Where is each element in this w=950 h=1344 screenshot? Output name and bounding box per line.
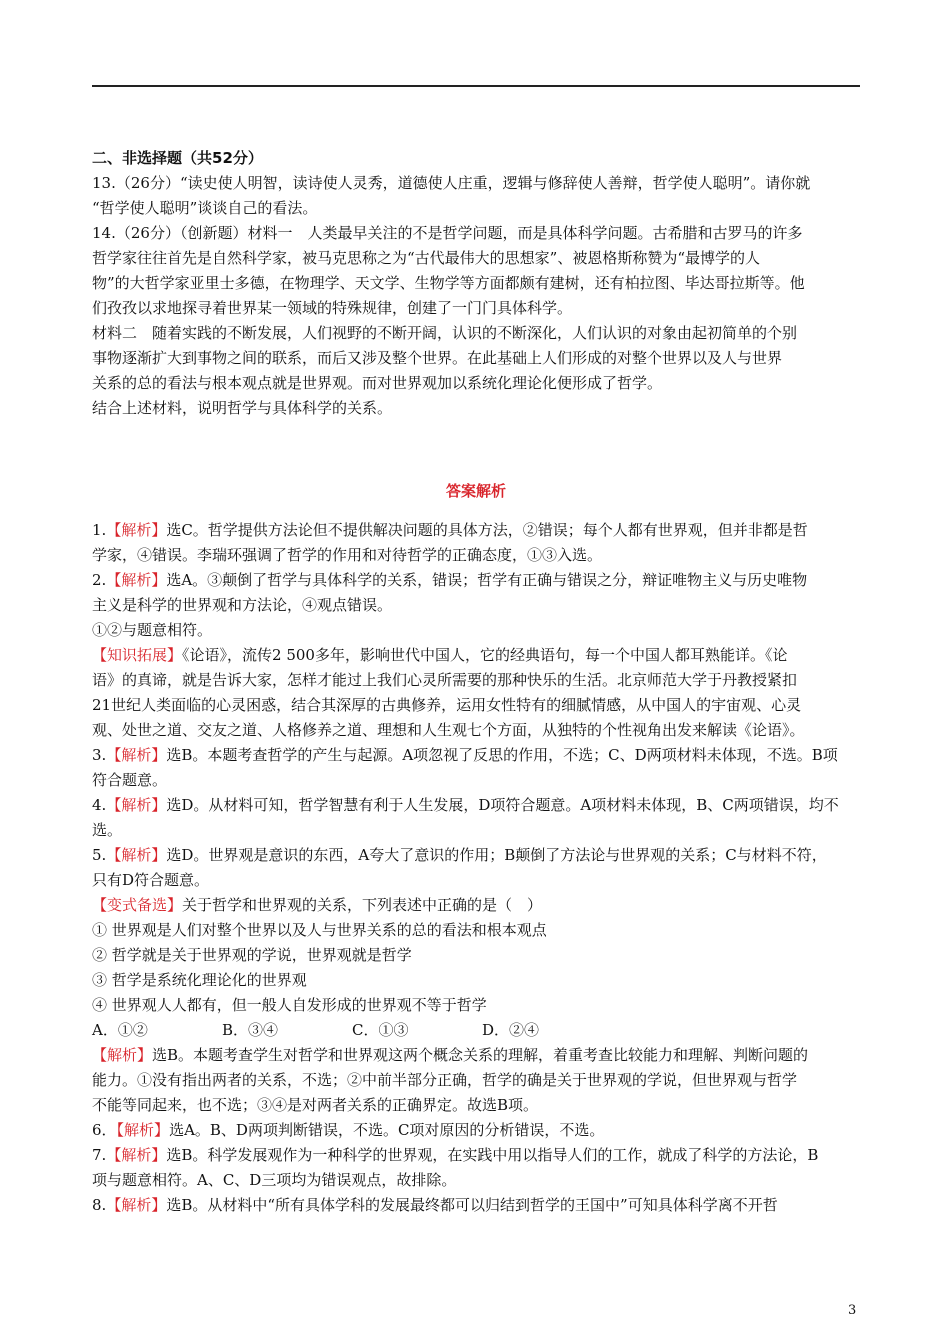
q14-prompt: 结合上述材料，说明哲学与具体科学的关系。 xyxy=(92,399,393,417)
analysis-tag: 【解析】 xyxy=(106,1196,167,1214)
page-content xyxy=(92,146,860,1218)
answer-6: 6．【解析】选A。B、D两项判断错误，不选。C项对原因的分析错误，不选。 xyxy=(92,1121,605,1139)
answer-5-cont: 只有D符合题意。 xyxy=(92,871,210,889)
material2-line-1: 材料二 随着实践的不断发展，人们视野的不断开阔，认识的不断深化，人们认识的对象由起初简单的个别 xyxy=(92,324,798,342)
option-c: C．①③ xyxy=(352,1021,409,1039)
answer-2-cont: 主义是科学的世界观和方法论，④观点错误。 xyxy=(92,596,393,614)
q14-line-3: 物”的大哲学家亚里士多德，在物理学、天文学、生物学等方面都颇有建树，还有柏拉图、毕达哥拉斯等。他 xyxy=(92,274,805,292)
analysis-tag: 【解析】 xyxy=(106,571,167,589)
answer-3-cont: 符合题意。 xyxy=(92,771,168,789)
variant-analysis-line-3: 不能等同起来，也不选；③④是对两者关系的正确界定。故选B项。 xyxy=(92,1096,539,1114)
knowledge-extension: 【知识拓展】《论语》，流传2 500多年，影响世代中国人，它的经典语句，每一个中国人都耳熟能详。《论 xyxy=(92,646,788,664)
knowledge-line-3: 21世纪人类面临的心灵困惑，结合其深厚的古典修养，运用女性特有的细腻情感，从中国人的宇宙观、心灵 xyxy=(92,696,802,714)
q14-line-2: 哲学家往往首先是自然科学家，被马克思称之为“古代最伟大的思想家”、被恩格斯称赞为“最博学的人 xyxy=(92,249,761,267)
answer-2: 2.【解析】选A。③颠倒了哲学与具体科学的关系，错误；哲学有正确与错误之分，辩证唯物主义与历史唯物 xyxy=(92,571,808,589)
analysis-tag: 【解析】 xyxy=(92,1046,153,1064)
variant-analysis: 【解析】选B。本题考查学生对哲学和世界观这两个概念关系的理解，着重考查比较能力和理解、判断问题的 xyxy=(92,1046,809,1064)
variant-item-4: ④ 世界观人人都有，但一般人自发形成的世界观不等于哲学 xyxy=(92,996,487,1014)
variant-question: 【变式备选】关于哲学和世界观的关系，下列表述中正确的是（ ） xyxy=(92,896,543,914)
answer-2-cont2: ①②与题意相符。 xyxy=(92,621,213,639)
answer-7-cont: 项与题意相符。A、C、D三项均为错误观点，故排除。 xyxy=(92,1171,457,1189)
section-title: 二、非选择题（共52分） xyxy=(92,149,263,167)
analysis-tag: 【解析】 xyxy=(106,796,167,814)
knowledge-tag: 【知识拓展】 xyxy=(92,646,183,664)
knowledge-line-2: 语》的真谛，就是告诉大家，怎样才能过上我们心灵所需要的那种快乐的生活。北京师范大学于丹教授紧扣 xyxy=(92,671,798,689)
q13-line-1: 13.（26分）“读史使人明智，读诗使人灵秀，道德使人庄重，逻辑与修辞使人善辩，哲学使人聪明”。请你就 xyxy=(92,174,811,192)
analysis-tag: 【解析】 xyxy=(106,521,167,539)
analysis-tag: 【解析】 xyxy=(106,1146,167,1164)
material2-line-2: 事物逐渐扩大到事物之间的联系，而后又涉及整个世界。在此基础上人们形成的对整个世界以及人与世界 xyxy=(92,349,783,367)
variant-item-2: ② 哲学就是关于世界观的学说，世界观就是哲学 xyxy=(92,946,412,964)
header-rule xyxy=(92,85,860,87)
answer-1-cont: 学家，④错误。李瑞环强调了哲学的作用和对待哲学的正确态度，①③入选。 xyxy=(92,546,603,564)
knowledge-line-4: 观、处世之道、交友之道、人格修养之道、理想和人生观七个方面，从独特的个性视角出发来解读《论语》。 xyxy=(92,721,805,739)
answer-5: 5.【解析】选D。世界观是意识的东西，A夸大了意识的作用；B颠倒了方法论与世界观的关系；C与材料不符， xyxy=(92,846,827,864)
answer-8: 8.【解析】选B。从材料中“所有具体学科的发展最终都可以归结到哲学的王国中”可知具体科学离不开哲 xyxy=(92,1196,778,1214)
answer-7: 7.【解析】选B。科学发展观作为一种科学的世界观，在实践中用以指导人们的工作，就成了科学的方法论，B xyxy=(92,1146,819,1164)
option-b: B．③④ xyxy=(222,1021,279,1039)
analysis-tag: 【解析】 xyxy=(116,1121,170,1139)
analysis-tag: 【解析】 xyxy=(106,746,167,764)
variant-tag: 【变式备选】 xyxy=(92,896,183,914)
variant-options xyxy=(92,1018,860,1043)
variant-analysis-line-2: 能力。①没有指出两者的关系，不选；②中前半部分正确，哲学的确是关于世界观的学说，但世界观与哲学 xyxy=(92,1071,798,1089)
q14-line-1: 14.（26分）（创新题）材料一 人类最早关注的不是哲学问题，而是具体科学问题。古希腊和古罗马的许多 xyxy=(92,224,803,242)
answers-title: 答案解析 xyxy=(445,482,506,500)
q14-line-4: 们孜孜以求地探寻着世界某一领域的特殊规律，创建了一门门具体科学。 xyxy=(92,299,573,317)
answer-4-cont: 选。 xyxy=(92,821,123,839)
analysis-tag: 【解析】 xyxy=(106,846,167,864)
variant-item-1: ① 世界观是人们对整个世界以及人与世界关系的总的看法和根本观点 xyxy=(92,921,547,939)
q13-line-2: “哲学使人聪明”谈谈自己的看法。 xyxy=(92,199,318,217)
variant-item-3: ③ 哲学是系统化理论化的世界观 xyxy=(92,971,307,989)
option-a: A．①② xyxy=(92,1021,148,1039)
answer-4: 4.【解析】选D。从材料可知，哲学智慧有利于人生发展，D项符合题意。A项材料未体现，B、C两项错误，均不 xyxy=(92,796,839,814)
page-number: 3 xyxy=(848,1303,857,1318)
option-d: D．②④ xyxy=(482,1021,540,1039)
answer-1: 1.【解析】选C。哲学提供方法论但不提供解决问题的具体方法，②错误；每个人都有世界观，但并非都是哲 xyxy=(92,521,808,539)
material2-line-3: 关系的总的看法与根本观点就是世界观。而对世界观加以系统化理论化便形成了哲学。 xyxy=(92,374,663,392)
answer-3: 3.【解析】选B。本题考查哲学的产生与起源。A项忽视了反思的作用，不选；C、D两项材料未体现，不选。B项 xyxy=(92,746,838,764)
